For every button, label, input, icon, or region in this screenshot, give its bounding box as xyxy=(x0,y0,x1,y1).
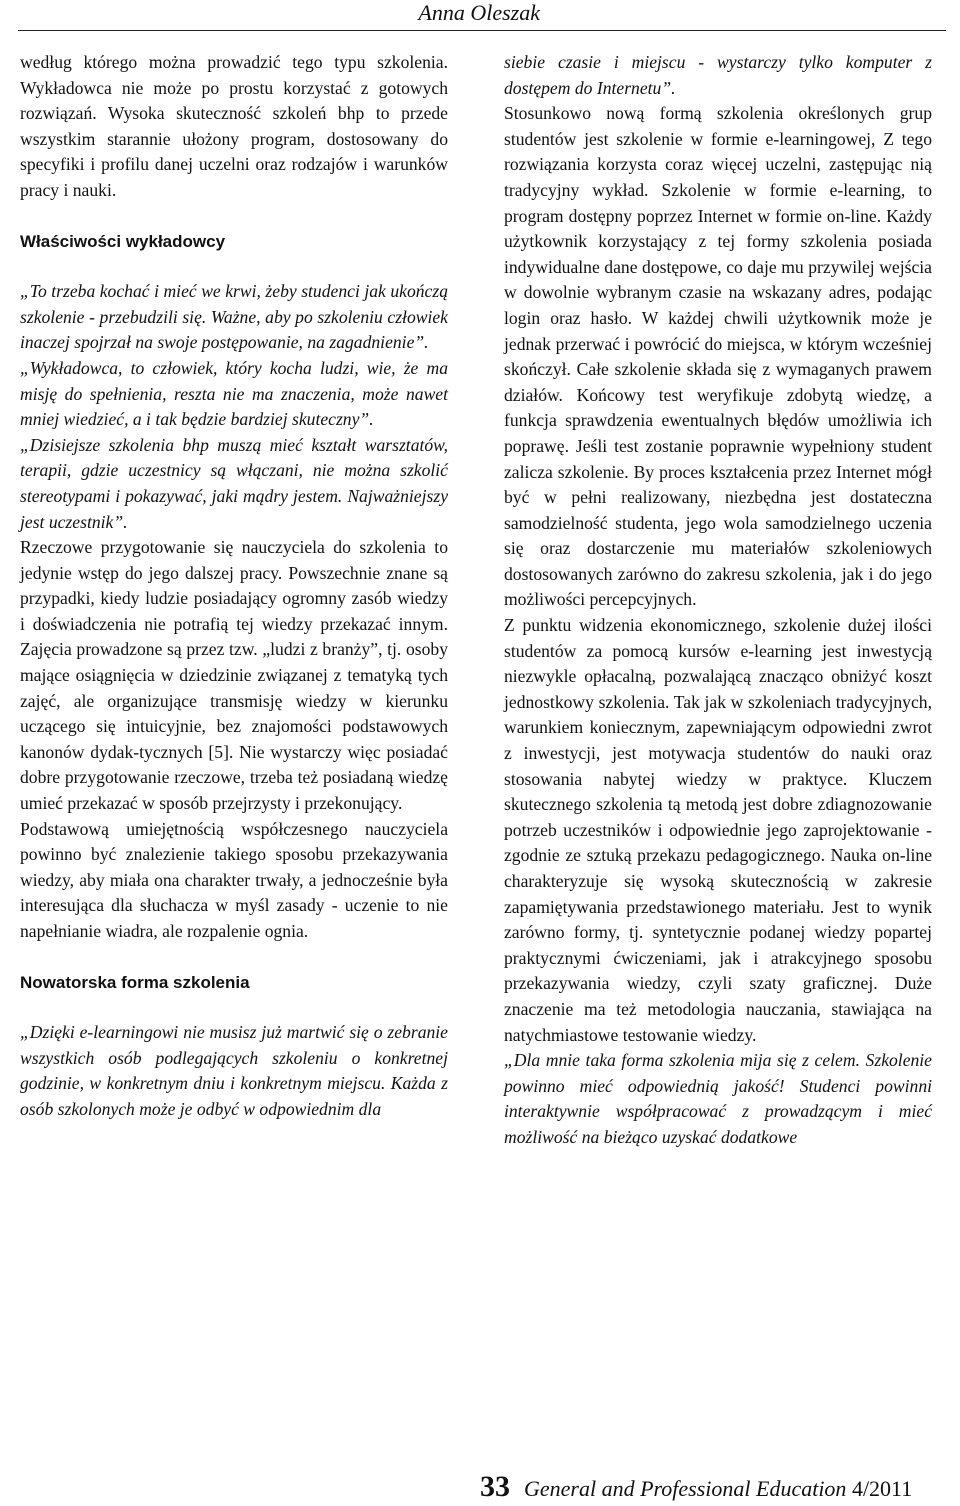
journal-name: General and Professional Education xyxy=(524,1476,847,1501)
spacer xyxy=(20,204,448,229)
body-paragraph: Stosunkowo nową formą szkolenia określonych grup studentów jest szkolenie w formie e-learningowej, Z tego rozwiązania korzysta coraz więcej uczelni, zastępując nią tradycyjny wykład. Szkolenie w formie e-learning, to program dostępny poprzez Internet w formie on-line. Każdy użytkownik korzystający z tej formy szkolenia posiada indywidualne dane dostępowe, co daje mu przywilej wejścia w dowolnie wybranym czasie na wskazany adres, podając login oraz hasło. W każdej chwili użytkownik może je jednak przerwać i powrócić do miejsca, w którym wcześniej skończył. Całe szkolenie składa się z wymaganych prawem działów. Końcowy test weryfikuje zdobytą wiedzę, a funkcja sprawdzenia ewentualnych błędów umożliwia ich poprawę. Jeśli test zostanie poprawnie wypełniony student zalicza szkolenie. By proces kształcenia przez Internet mógł być w pełni realizowany, niezbędna jest dostateczna samodzielność studenta, jego wola samodzielnego uczenia się oraz dostarczenie mu materiałów szkoleniowych dostosowanych zarówno do zakresu szkolenia, jak i do jego możliwości percepcyjnych. xyxy=(504,103,932,610)
body-paragraph: Rzeczowe przygotowanie się nauczyciela do szkolenia to jedynie wstęp do jego dalszej pracy. Powszechnie znane są przypadki, kiedy ludzie posiadający ogromny zasób wiedzy i doświadczenia nie potrafią tej wiedzy przekazać innym. Zajęcia prowadzone są przez tzw. „ludzi z branży”, tj. osoby mające osiągnięcia w dziedzinie związanej z tematyką tych zajęć, ale organizujące transmisję wiedzy w kierunku uczącego się intuicyjnie, bez znajomości podstawowych kanonów dydak-tycznych [5]. Nie wystarczy więc posiadać dobre przygotowanie rzeczowe, trzeba też posiadaną wiedzę umieć przekazać w sposób przejrzysty i przekonujący. xyxy=(20,537,448,814)
quote-paragraph: „To trzeba kochać i mieć we krwi, żeby studenci jak ukończą szkolenie - przebudzili się. Ważne, aby po szkoleniu człowiek inaczej spojrzał na swoje postępowanie, na zagadnienie”. xyxy=(20,281,448,353)
header-rule xyxy=(18,30,946,31)
spacer xyxy=(20,254,448,279)
quote-paragraph: „Dla mnie taka forma szkolenia mija się z celem. Szkolenie powinno mieć odpowiednią jakość! Studenci powinni interaktywnie współpracować z prowadzącym i mieć możliwość na bieżąco uzyskać dodatkowe xyxy=(504,1050,932,1147)
journal-issue: 4/2011 xyxy=(851,1476,913,1501)
right-column xyxy=(504,50,932,1151)
section-heading-novel-form: Nowatorska forma szkolenia xyxy=(20,972,250,992)
quote-paragraph: „Dzisiejsze szkolenia bhp muszą mieć kształt warsztatów, terapii, gdzie uczestnicy są włączani, nie można szkolić stereotypami i pokazywać, jaki mądry jestem. Najważniejszy jest uczestnik”. xyxy=(20,434,448,532)
running-head-author: Anna Oleszak xyxy=(418,0,540,25)
body-paragraph: Podstawową umiejętnością współczesnego nauczyciela powinno być znalezienie takiego sposobu przekazywania wiedzy, aby miała ona charakter trwały, a jednocześnie była interesująca dla słuchacza w myśl zasady - uczenie to nie napełnianie wiadra, ale rozpalenie ognia. xyxy=(20,818,448,941)
body-paragraph: według którego można prowadzić tego typu szkolenia. Wykładowca nie może po prostu korzystać z gotowych rozwiązań. Wysoka skuteczność szkoleń bhp to przede wszystkim starannie ułożony program, dostosowany do specyfiki i profilu danej uczelni oraz rodzajów i warunków pracy i nauki. xyxy=(20,52,448,200)
spacer xyxy=(20,995,448,1020)
page-footer xyxy=(480,1470,912,1506)
body-paragraph: Z punktu widzenia ekonomicznego, szkolenie dużej ilości studentów za pomocą kursów e-learning jest inwestycją niezwykle opłacalną, pozwalającą znacząco obniżyć koszt jednostkowy szkolenia. Tak jak w szkoleniach tradycyjnych, warunkiem koniecznym, zapewniającym odpowiedni zwrot z inwestycji, jest motywacja studentów do nauki oraz stosowania nabytej wiedzy w praktyce. Kluczem skutecznego szkolenia tą metodą jest dobre zdiagnozowanie potrzeb uczestników i odpowiednie jego zaprojektowanie - zgodnie ze sztuką przekazu pedagogicznego. Nauka on-line charakteryzuje się wysoką skutecznością w zakresie zapamiętywania przedstawionego materiału. Jest to wynik zarówno formy, tj. syntetycznie podanej wiedzy popartej praktycznymi ćwiczeniami, jak i atrakcyjnego sposobu przekazywania wiedzy, czyli szaty graficznej. Duże znaczenie ma też metodologia nauczania, stawiająca na natychmiastowe testowanie wiedzy. xyxy=(504,615,932,1045)
spacer xyxy=(20,945,448,970)
left-column xyxy=(20,50,448,1123)
section-heading-lecturer: Właściwości wykładowcy xyxy=(20,231,226,251)
quote-paragraph: siebie czasie i miejscu - wystarczy tylko komputer z dostępem do Internetu”. xyxy=(504,52,932,98)
page-number: 33 xyxy=(480,1470,510,1503)
quote-paragraph: „Dzięki e-learningowi nie musisz już martwić się o zebranie wszystkich osób podlegających szkoleniu o konkretnej godzinie, w konkretnym dniu i konkretnym miejscu. Każda z osób szkolonych może je odbyć w odpowiednim dla xyxy=(20,1022,448,1119)
quote-paragraph: „Wykładowca, to człowiek, który kocha ludzi, wie, że ma misję do spełnienia, reszta nie ma znaczenia, może nawet mniej wiedzieć, a i tak będzie bardziej skuteczny”. xyxy=(20,357,448,430)
